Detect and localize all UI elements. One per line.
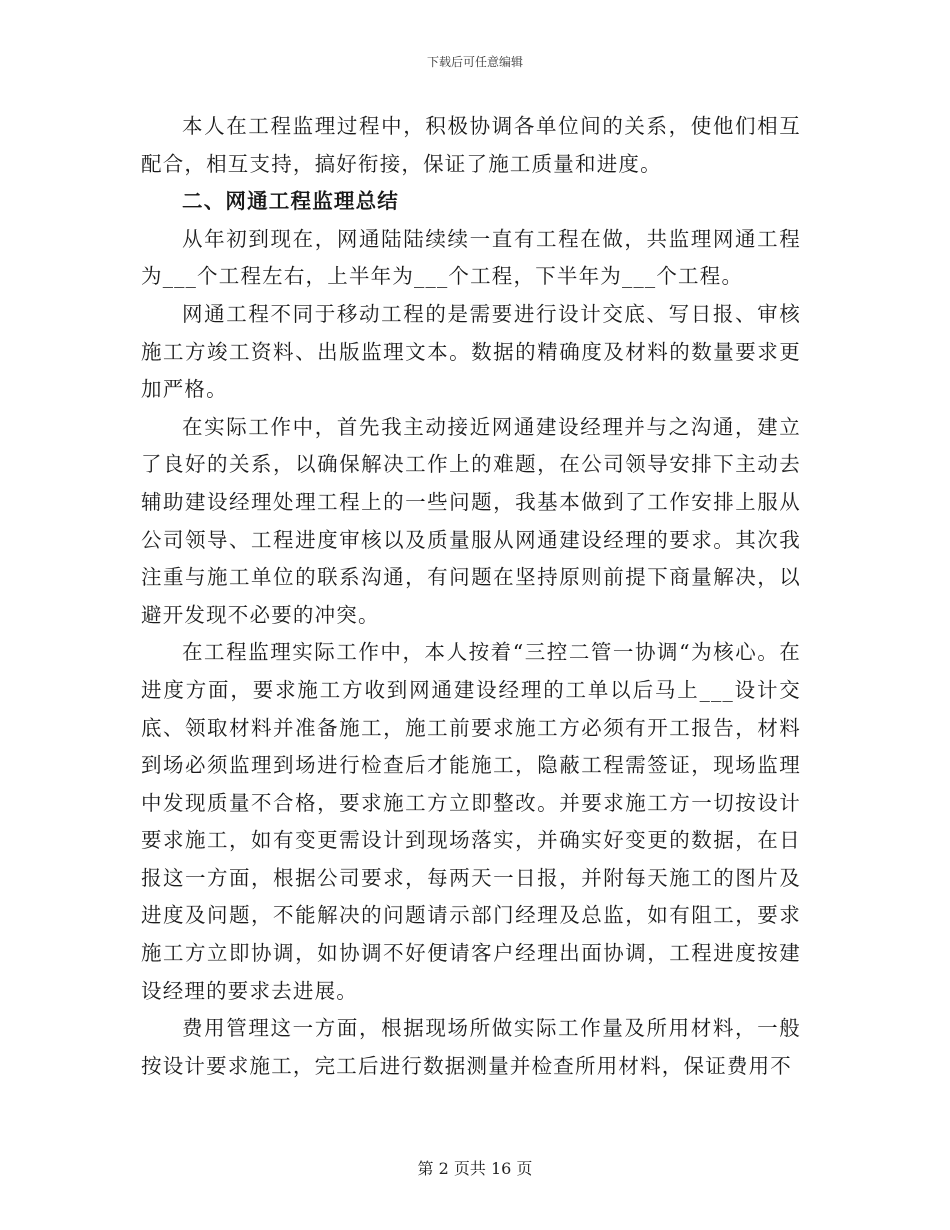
document-body [141, 108, 801, 1085]
paragraph-coordination: 本人在工程监理过程中，积极协调各单位间的关系，使他们相互配合，相互支持，搞好衔接，保证了施工质量和进度。 [141, 114, 801, 176]
page-header: 下载后可任意编辑 [426, 55, 523, 69]
paragraph-cost-management: 费用管理这一方面，根据现场所做实际工作量及所用材料，一般按设计要求施工，完工后进行数据测量并检查所用材料，保证费用不 [141, 1016, 801, 1078]
paragraph-project-count: 从年初到现在，网通陆陆续续一直有工程在做，共监理网通工程为___个工程左右，上半年为___个工程，下半年为___个工程。 [141, 226, 801, 289]
page-number: 第 2 页共 16 页 [417, 1159, 533, 1178]
paragraph-differences: 网通工程不同于移动工程的是需要进行设计交底、写日报、审核施工方竣工资料、出版监理文本。数据的精确度及材料的数量要求更加严格。 [141, 301, 801, 402]
paragraph-core-method: 在工程监理实际工作中，本人按着“三控二管一协调“为核心。在进度方面，要求施工方收到网通建设经理的工单以后马上___设计交底、领取材料并准备施工，施工前要求施工方必须有开工报告，材料到场必须监理到场进行检查后才能施工，隐蔽工程需签证，现场监理中发现质量不合格，要求施工方立即整改。并要求施工方一切按设计要求施工，如有变更需设计到现场落实，并确实好变更的数据，在日报这一方面，根据公司要求，每两天一日报，并附每天施工的图片及进度及问题，不能解决的问题请示部门经理及总监，如有阻工，要求施工方立即协调，如协调不好便请客户经理出面协调，工程进度按建设经理的要求去进展。 [141, 640, 801, 1003]
paragraph-communication: 在实际工作中，首先我主动接近网通建设经理并与之沟通，建立了良好的关系，以确保解决工作上的难题，在公司领导安排下主动去辅助建设经理处理工程上的一些问题，我基本做到了工作安排上服从公司领导、工程进度审核以及质量服从网通建设经理的要求。其次我注重与施工单位的联系沟通，有问题在坚持原则前提下商量解决，以避开发现不必要的冲突。 [141, 414, 801, 627]
section-heading: 二、网通工程监理总结 [182, 189, 399, 214]
